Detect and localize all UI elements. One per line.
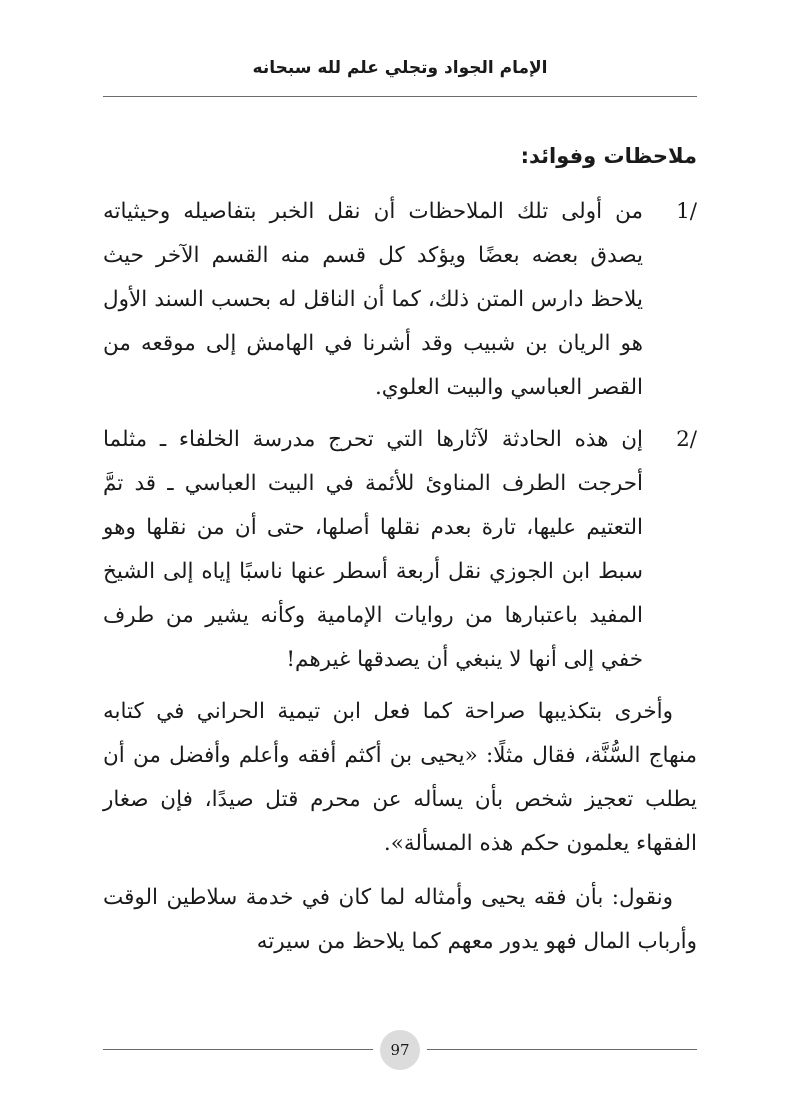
page-number: 97 [380, 1030, 420, 1070]
page-footer [103, 1030, 697, 1070]
body-paragraph: وأخرى بتكذيبها صراحة كما فعل ابن تيمية الحراني في كتابه منهاج السُّنَّة، فقال مثلًا: «يحيى بن أكثم أفقه وأعلم وأفضل من أن يطلب تعجيز شخص بأن يسأله عن محرم قتل صيدًا، فإن صغار الفقهاء يعلمون حكم هذه المسألة». [103, 699, 697, 856]
body-paragraph: ونقول: بأن فقه يحيى وأمثاله لما كان في خدمة سلاطين الوقت وأرباب المال فهو يدور معهم كما يلاحظ من سيرته [103, 885, 697, 954]
page-body [103, 134, 697, 974]
item-number: 2/ [676, 427, 697, 452]
header-divider [103, 96, 697, 97]
section-heading: ملاحظات وفوائد: [520, 144, 697, 168]
running-header: الإمام الجواد وتجلي علم لله سبحانه [252, 58, 548, 78]
footer-divider-right [427, 1049, 697, 1050]
numbered-item [103, 418, 697, 682]
numbered-item [103, 190, 697, 410]
item-number: 1/ [676, 199, 697, 224]
footer-divider-left [103, 1049, 373, 1050]
item-text: من أولى تلك الملاحظات أن نقل الخبر بتفاصيله وحيثياته يصدق بعضه بعضًا ويؤكد كل قسم منه القسم الآخر حيث يلاحظ دارس المتن ذلك، كما أن الناقل له بحسب السند الأول هو الريان بن شبيب وقد أشرنا في الهامش إلى موقعه من القصر العباسي والبيت العلوي. [103, 199, 643, 400]
item-text: إن هذه الحادثة لآثارها التي تحرج مدرسة الخلفاء ـ مثلما أحرجت الطرف المناوئ للأئمة في البيت العباسي ـ قد تمَّ التعتيم عليها، تارة بعدم نقلها أصلها، حتى أن من نقلها وهو سبط ابن الجوزي نقل أربعة أسطر عنها ناسبًا إياه إلى الشيخ المفيد باعتبارها من روايات الإمامية وكأنه يشير من طرف خفي إلى أنها لا ينبغي أن يصدقها غيرهم! [103, 427, 643, 672]
